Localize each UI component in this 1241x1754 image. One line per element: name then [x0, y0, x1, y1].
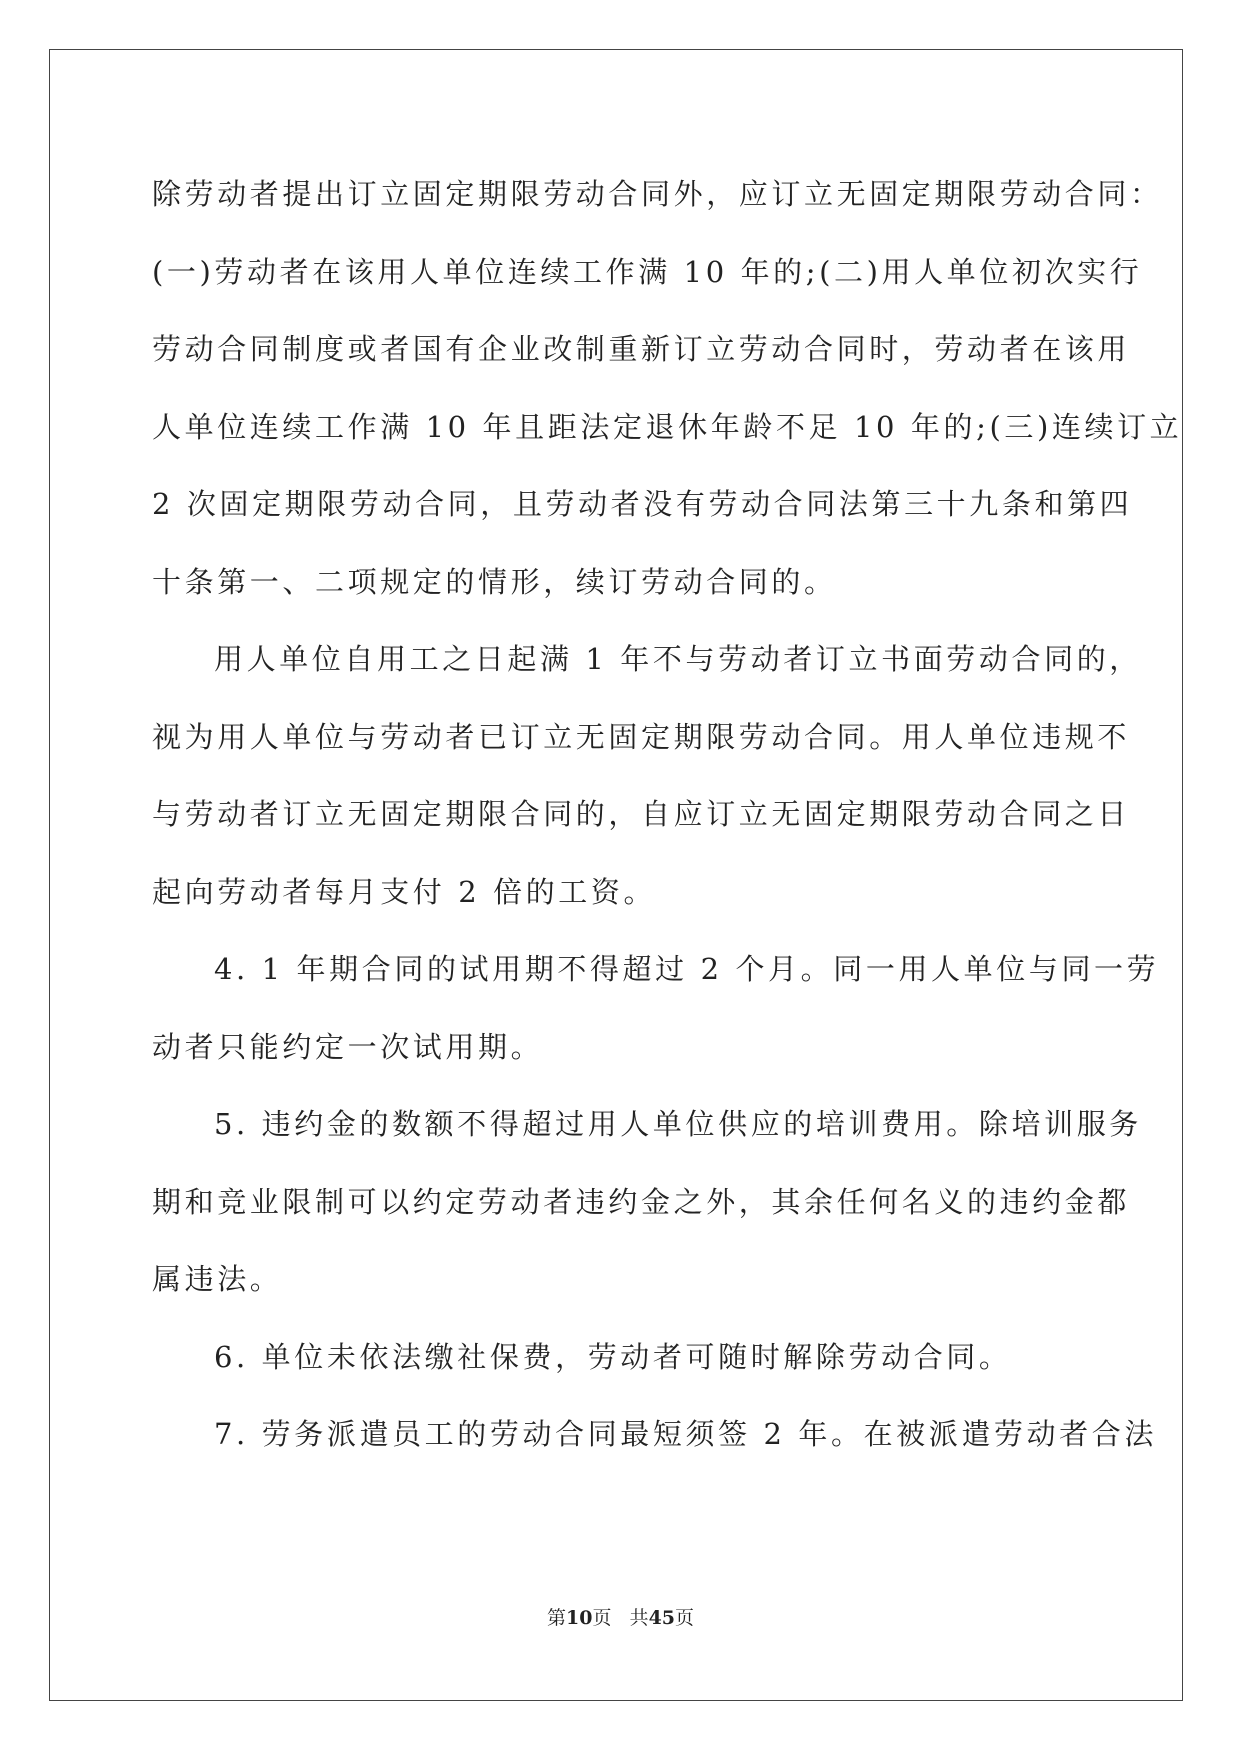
text-line: 除劳动者提出订立固定期限劳动合同外，应订立无固定期限劳动合同： [152, 177, 1163, 211]
text-line: 期和竞业限制可以约定劳动者违约金之外，其余任何名义的违约金都 [152, 1185, 1131, 1219]
paragraph-first-line: 5. 违约金的数额不得超过用人单位供应的培训费用。除培训服务 [214, 1107, 1142, 1141]
footer-suffix: 页 [675, 1607, 695, 1629]
current-page-number: 10 [565, 1607, 593, 1629]
text-line: 动者只能约定一次试用期。 [152, 1030, 544, 1064]
text-line: 与劳动者订立无固定期限合同的，自应订立无固定期限劳动合同之日 [152, 797, 1131, 831]
text-line: 2 次固定期限劳动合同，且劳动者没有劳动合同法第三十九条和第四 [152, 487, 1133, 521]
text-line: 起向劳动者每月支付 2 倍的工资。 [152, 875, 657, 909]
text-line: (一)劳动者在该用人单位连续工作满 10 年的;(二)用人单位初次实行 [152, 255, 1143, 289]
paragraph-first-line: 7. 劳务派遣员工的劳动合同最短须签 2 年。在被派遣劳动者合法 [214, 1417, 1157, 1451]
paragraph-first-line: 用人单位自用工之日起满 1 年不与劳动者订立书面劳动合同的， [214, 642, 1142, 676]
text-line: 劳动合同制度或者国有企业改制重新订立劳动合同时，劳动者在该用 [152, 332, 1131, 366]
text-line: 人单位连续工作满 10 年且距法定退休年龄不足 10 年的;(三)连续订立 [152, 410, 1183, 444]
footer-prefix: 第 [546, 1607, 566, 1629]
text-line: 属违法。 [152, 1262, 283, 1296]
paragraph-first-line: 6. 单位未依法缴社保费，劳动者可随时解除劳动合同。 [214, 1340, 1012, 1374]
footer-mid: 页 共 [592, 1607, 649, 1629]
page-footer [0, 1606, 1241, 1630]
text-line: 十条第一、二项规定的情形，续订劳动合同的。 [152, 565, 837, 599]
text-line: 视为用人单位与劳动者已订立无固定期限劳动合同。用人单位违规不 [152, 720, 1131, 754]
total-page-number: 45 [648, 1607, 676, 1629]
paragraph-first-line: 4. 1 年期合同的试用期不得超过 2 个月。同一用人单位与同一劳 [214, 952, 1160, 986]
